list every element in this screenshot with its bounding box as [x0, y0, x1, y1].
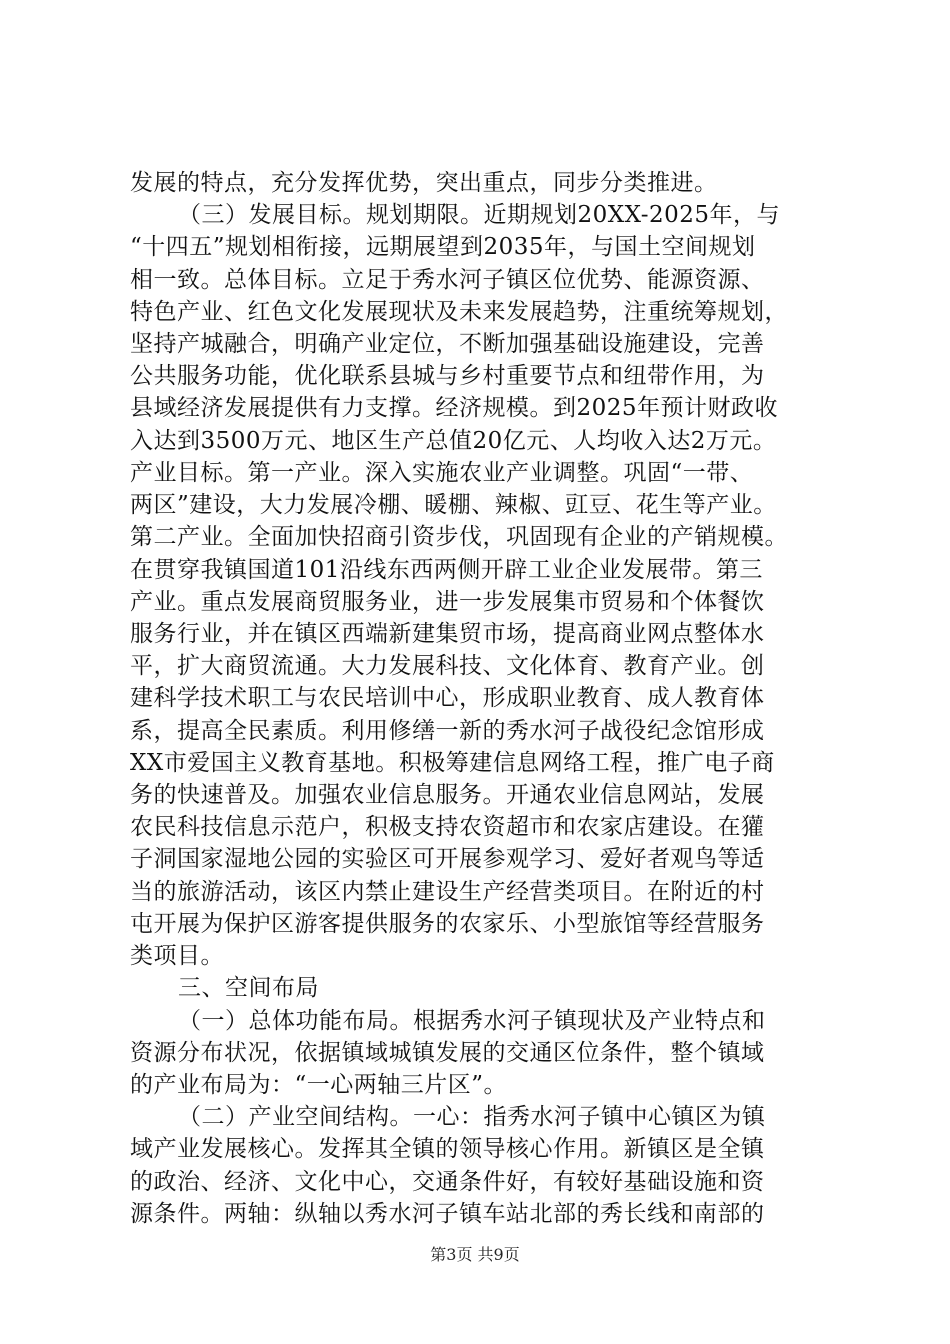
text-line: （一）总体功能布局。根据秀水河子镇现状及产业特点和 — [178, 1007, 766, 1034]
text-line: 务的快速普及。加强农业信息服务。开通农业信息网站，发展 — [130, 782, 765, 809]
text-line: 建科学技术职工与农民培训中心，形成职业教育、成人教育体 — [130, 685, 765, 712]
text-line: 公共服务功能，优化联系县城与乡村重要节点和纽带作用，为 — [130, 363, 765, 390]
text-line: “十四五”规划相衔接，远期展望到2035年，与国土空间规划 — [130, 234, 756, 261]
text-line: 的产业布局为：“一心两轴三片区”。 — [130, 1071, 508, 1098]
text-line: （三）发展目标。规划期限。近期规划20XX-2025年，与 — [178, 202, 780, 229]
text-line: 两区”建设，大力发展冷棚、暖棚、辣椒、豇豆、花生等产业。 — [130, 492, 777, 519]
text-line: 服务行业，并在镇区西端新建集贸市场，提高商业网点整体水 — [130, 620, 765, 647]
text-line: （二）产业空间结构。一心：指秀水河子镇中心镇区为镇 — [178, 1104, 766, 1131]
text-line: 产业目标。第一产业。深入实施农业产业调整。巩固“一带、 — [130, 459, 754, 486]
text-line: 县域经济发展提供有力支撑。经济规模。到2025年预计财政收 — [130, 395, 779, 422]
text-line: 子洞国家湿地公园的实验区可开展参观学习、爱好者观鸟等适 — [130, 846, 765, 873]
text-line: 在贯穿我镇国道101沿线东西两侧开辟工业企业发展带。第三 — [130, 556, 763, 583]
page-number: 第3页 共9页 — [430, 1245, 520, 1264]
text-line: 第二产业。全面加快招商引资步伐，巩固现有企业的产销规模。 — [130, 524, 788, 551]
text-line: 农民科技信息示范户，积极支持农资超市和农家店建设。在獾 — [130, 814, 765, 841]
text-line: 资源分布状况，依据镇域城镇发展的交通区位条件，整个镇域 — [130, 1039, 765, 1066]
text-line: 系，提高全民素质。利用修缮一新的秀水河子战役纪念馆形成 — [130, 717, 765, 744]
section-heading: 三、空间布局 — [178, 975, 319, 1002]
text-line: 产业。重点发展商贸服务业，进一步发展集市贸易和个体餐饮 — [130, 588, 765, 615]
text-line: 类项目。 — [130, 943, 224, 970]
text-line: 的政治、经济、文化中心，交通条件好，有较好基础设施和资 — [130, 1168, 765, 1195]
text-line: 平，扩大商贸流通。大力发展科技、文化体育、教育产业。创 — [130, 653, 765, 680]
text-line: 域产业发展核心。发挥其全镇的领导核心作用。新镇区是全镇 — [130, 1136, 765, 1163]
text-line: 源条件。两轴：纵轴以秀水河子镇车站北部的秀长线和南部的 — [130, 1200, 765, 1227]
text-line: 特色产业、红色文化发展现状及未来发展趋势，注重统筹规划， — [130, 298, 788, 325]
text-line: 相一致。总体目标。立足于秀水河子镇区位优势、能源资源、 — [130, 266, 765, 293]
text-line: 发展的特点，充分发挥优势，突出重点，同步分类推进。 — [130, 170, 718, 196]
text-line: 当的旅游活动，该区内禁止建设生产经营类项目。在附近的村 — [130, 878, 765, 905]
text-line: 入达到3500万元、地区生产总值20亿元、人均收入达2万元。 — [130, 427, 777, 454]
text-line: 坚持产城融合，明确产业定位，不断加强基础设施建设，完善 — [130, 331, 765, 358]
text-line: XX市爱国主义教育基地。积极筹建信息网络工程，推广电子商 — [130, 749, 775, 776]
text-line: 屯开展为保护区游客提供服务的农家乐、小型旅馆等经营服务 — [130, 910, 765, 937]
